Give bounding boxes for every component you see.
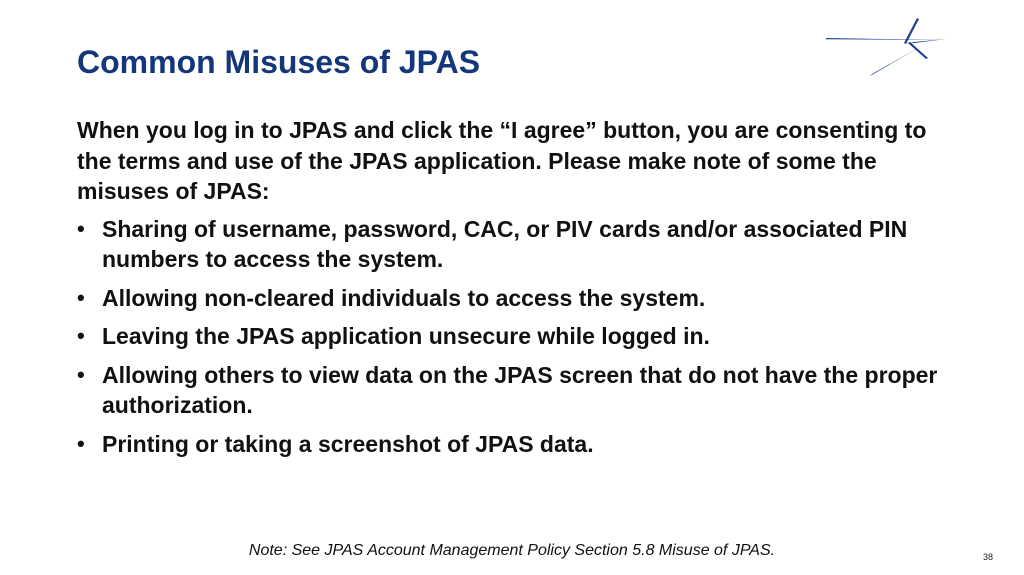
- star-logo-icon: [826, 18, 948, 78]
- list-item: [77, 360, 957, 421]
- list-item-text: Leaving the JPAS application unsecure while logged in.: [102, 323, 710, 349]
- list-item: [77, 321, 957, 352]
- bullet-icon: •: [77, 430, 85, 456]
- list-item-text: Sharing of username, password, CAC, or PIV cards and/or associated PIN numbers to access the system.: [102, 215, 908, 272]
- bullet-icon: •: [77, 323, 85, 348]
- misuse-list: [77, 214, 957, 460]
- list-item-text: Allowing non-cleared individuals to access the system.: [102, 284, 706, 311]
- intro-paragraph: When you log in to JPAS and click the “I agree” button, you are consenting to the terms and use of the JPAS application. Please make note of some the misuses of JPAS:: [77, 117, 927, 204]
- slide-body: [77, 115, 957, 467]
- list-item: [77, 283, 957, 314]
- bullet-icon: •: [77, 215, 85, 241]
- list-item-text: Allowing others to view data on the JPAS screen that do not have the proper authorization.: [102, 361, 938, 418]
- page-number: 38: [982, 552, 993, 562]
- bullet-icon: •: [77, 284, 85, 310]
- list-item: [77, 429, 957, 460]
- footnote: [0, 541, 1024, 561]
- bullet-icon: •: [77, 361, 85, 387]
- slide-title: Common Misuses of JPAS: [77, 44, 481, 80]
- list-item: [77, 214, 957, 275]
- footnote-text: Note: See JPAS Account Management Policy Section 5.8 Misuse of JPAS.: [248, 542, 776, 559]
- list-item-text: Printing or taking a screenshot of JPAS data.: [102, 430, 594, 457]
